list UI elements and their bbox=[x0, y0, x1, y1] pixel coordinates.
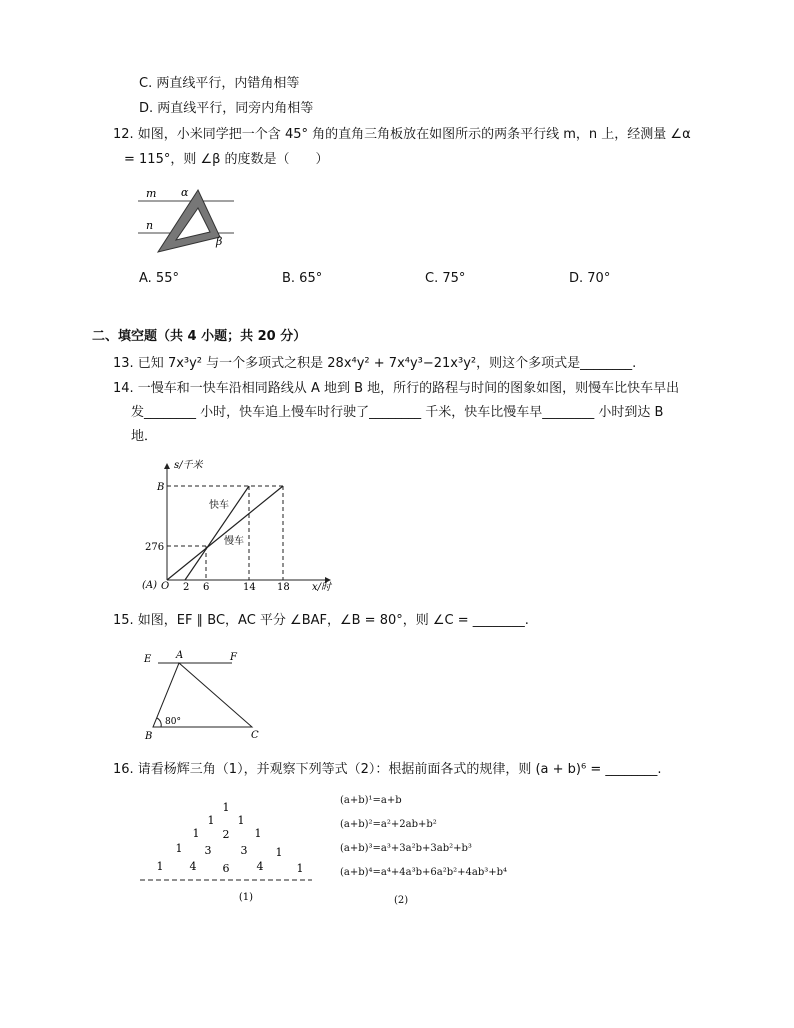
q12-text-line1: 12. 如图，小米同学把一个含 45° 角的直角三角板放在如图所示的两条平行线 m，n 上，经测量 ∠α bbox=[113, 127, 691, 142]
q15-label-c: C bbox=[251, 730, 259, 741]
eq-2: (a+b)²=a²+2ab+b² bbox=[340, 819, 437, 830]
section-title: 二、填空题（共 4 小题；共 20 分） bbox=[92, 329, 307, 344]
q12-text-line2: = 115°，则 ∠β 的度数是（ ） bbox=[124, 152, 329, 167]
tri-r3-c3: 1 bbox=[275, 846, 283, 859]
q15-figure bbox=[140, 646, 270, 744]
q15-angle-label: 80° bbox=[165, 717, 181, 727]
q12-label-m: m bbox=[146, 187, 157, 200]
eq-3: (a+b)³=a³+3a²b+3ab²+b³ bbox=[340, 843, 472, 854]
tri-r1-c1: 1 bbox=[237, 814, 245, 827]
q12-figure bbox=[138, 182, 238, 260]
triangle-caption: (1) bbox=[238, 892, 254, 903]
graph-xtick-14: 14 bbox=[243, 582, 256, 593]
graph-label-b: B bbox=[157, 482, 165, 493]
tri-r2-c1: 2 bbox=[222, 828, 230, 841]
q12-label-beta: β bbox=[216, 235, 223, 248]
tri-r4-c1: 4 bbox=[189, 860, 197, 873]
q12-option-c: C. 75° bbox=[425, 271, 466, 286]
tri-r3-c1: 3 bbox=[204, 844, 212, 857]
tri-r4-c4: 1 bbox=[296, 862, 304, 875]
q12-option-a: A. 55° bbox=[139, 271, 179, 286]
q16-text: 16. 请看杨辉三角（1），并观察下列等式（2）：根据前面各式的规律，则 (a + b)⁶ = ________. bbox=[113, 762, 662, 777]
q15-text: 15. 如图，EF ∥ BC，AC 平分 ∠BAF，∠B = 80°，则 ∠C = ________. bbox=[113, 613, 529, 628]
graph-label-fast: 快车 bbox=[209, 500, 229, 511]
tri-r4-c2: 6 bbox=[222, 862, 230, 875]
graph-xlabel: x/时 bbox=[312, 582, 332, 593]
graph-xtick-6: 6 bbox=[203, 582, 210, 593]
q14-text-line3: 地． bbox=[131, 429, 158, 444]
graph-label-slow: 慢车 bbox=[224, 536, 244, 547]
tri-r1-c0: 1 bbox=[207, 814, 215, 827]
q11-option-d: D. 两直线平行，同旁内角相等 bbox=[139, 101, 314, 116]
q14-text-line2: 发________ 小时，快车追上慢车时行驶了________ 千米，快车比慢车早________ 小时到达 B bbox=[131, 405, 664, 420]
q13-text: 13. 已知 7x³y² 与一个多项式之积是 28x⁴y² + 7x⁴y³−21x³y²，则这个多项式是________. bbox=[113, 356, 637, 371]
eq-caption: (2) bbox=[394, 895, 409, 906]
graph-xtick-18: 18 bbox=[277, 582, 290, 593]
tri-r2-c2: 1 bbox=[254, 827, 262, 840]
q12-option-b: B. 65° bbox=[282, 271, 323, 286]
tri-r4-c0: 1 bbox=[156, 860, 164, 873]
tri-r0-c0: 1 bbox=[222, 801, 230, 814]
graph-ylabel: s/千米 bbox=[174, 460, 203, 471]
q15-label-a: A bbox=[176, 650, 184, 661]
eq-4: (a+b)⁴=a⁴+4a³b+6a²b²+4ab³+b⁴ bbox=[340, 867, 508, 878]
q12-label-alpha: α bbox=[181, 186, 189, 199]
q15-label-e: E bbox=[144, 654, 152, 665]
graph-label-origin-a: (A) bbox=[142, 580, 158, 591]
q15-label-f: F bbox=[230, 652, 237, 663]
graph-xtick-2: 2 bbox=[183, 582, 190, 593]
tri-r3-c2: 3 bbox=[240, 844, 248, 857]
graph-label-276: 276 bbox=[145, 542, 165, 553]
tri-r2-c0: 1 bbox=[192, 827, 200, 840]
eq-1: (a+b)¹=a+b bbox=[340, 795, 402, 806]
q14-graph bbox=[140, 456, 340, 596]
tri-r4-c3: 4 bbox=[256, 860, 264, 873]
q12-label-n: n bbox=[146, 219, 154, 232]
q12-option-d: D. 70° bbox=[569, 271, 611, 286]
graph-label-origin: O bbox=[161, 581, 170, 592]
tri-r3-c0: 1 bbox=[175, 842, 183, 855]
q11-option-c: C. 两直线平行，内错角相等 bbox=[139, 76, 300, 91]
yanghui-triangle bbox=[138, 796, 318, 908]
q15-label-b: B bbox=[145, 731, 153, 742]
q14-text-line1: 14. 一慢车和一快车沿相同路线从 A 地到 B 地，所行的路程与时间的图象如图，则慢车比快车早出 bbox=[113, 381, 680, 396]
